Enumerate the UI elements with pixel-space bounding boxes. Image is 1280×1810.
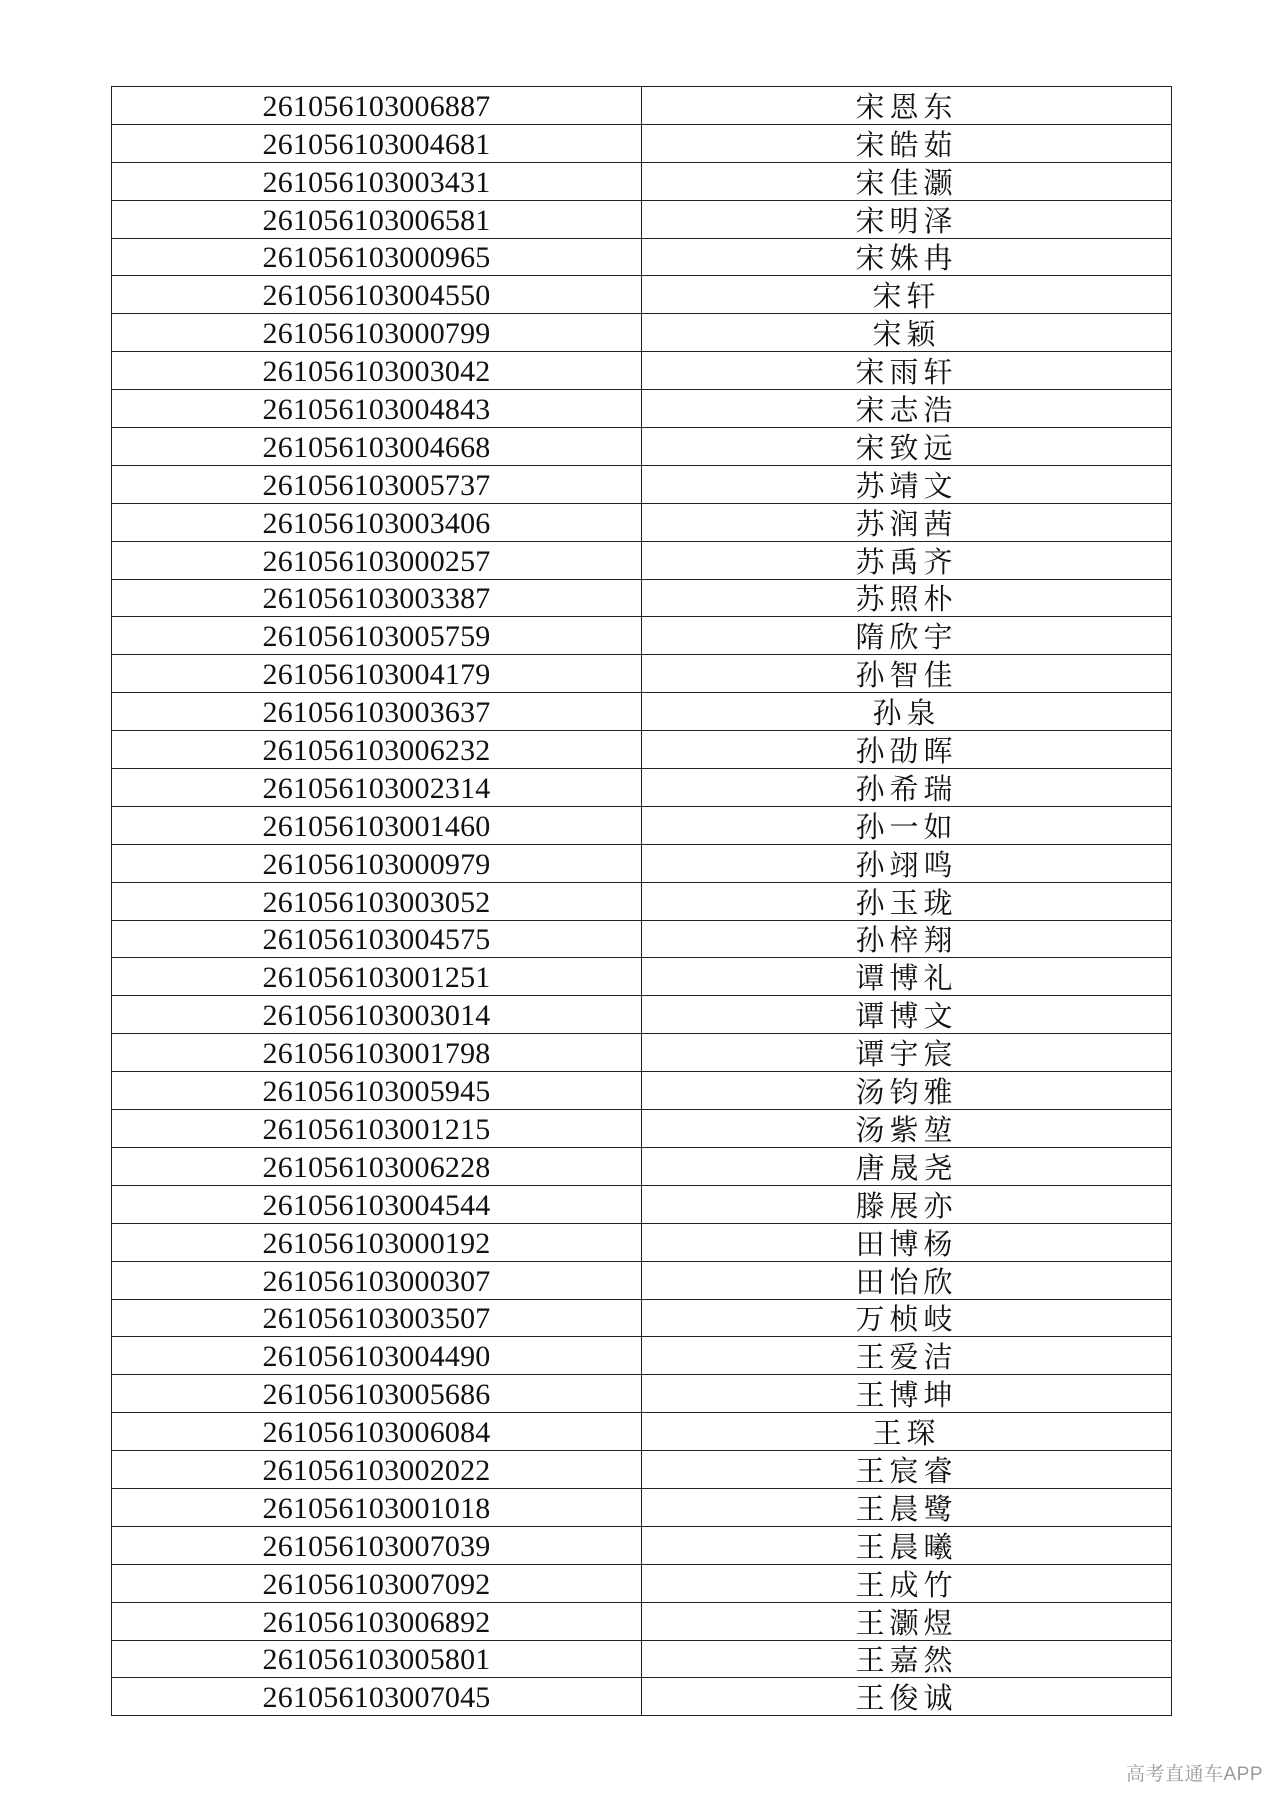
table-row (112, 200, 1172, 238)
table-row (112, 1223, 1172, 1261)
table-row (112, 1526, 1172, 1564)
candidate-name-cell: 王成竹 (642, 1564, 1172, 1602)
candidate-name-cell: 滕展亦 (642, 1185, 1172, 1223)
table-row (112, 465, 1172, 503)
candidate-name-cell: 宋轩 (642, 276, 1172, 314)
candidate-name-cell: 孙劭晖 (642, 731, 1172, 769)
candidate-id-cell: 261056103005801 (112, 1640, 642, 1678)
table-row (112, 1678, 1172, 1716)
candidate-name-cell: 汤紫堃 (642, 1110, 1172, 1148)
table-row (112, 731, 1172, 769)
candidate-name-cell: 王博坤 (642, 1375, 1172, 1413)
candidate-id-cell: 261056103001215 (112, 1110, 642, 1148)
candidate-name-cell: 王琛 (642, 1413, 1172, 1451)
candidate-name-cell: 宋皓茹 (642, 124, 1172, 162)
table-row (112, 1451, 1172, 1489)
candidate-id-cell: 261056103001798 (112, 1034, 642, 1072)
table-row (112, 352, 1172, 390)
candidate-id-cell: 261056103004490 (112, 1337, 642, 1375)
table-row (112, 1299, 1172, 1337)
candidate-id-cell: 261056103001460 (112, 806, 642, 844)
candidate-id-cell: 261056103003042 (112, 352, 642, 390)
candidate-id-cell: 261056103006581 (112, 200, 642, 238)
candidate-name-cell: 孙希瑞 (642, 769, 1172, 807)
candidate-id-cell: 261056103003052 (112, 882, 642, 920)
candidate-name-cell: 田怡欣 (642, 1261, 1172, 1299)
candidate-id-cell: 261056103004681 (112, 124, 642, 162)
table-row (112, 1034, 1172, 1072)
candidate-name-cell: 谭博文 (642, 996, 1172, 1034)
table-row (112, 314, 1172, 352)
candidate-id-cell: 261056103007045 (112, 1678, 642, 1716)
candidate-id-cell: 261056103006892 (112, 1602, 642, 1640)
table-row (112, 1072, 1172, 1110)
candidate-name-cell: 宋雨轩 (642, 352, 1172, 390)
table-row (112, 87, 1172, 125)
table-row (112, 1375, 1172, 1413)
candidate-table (111, 86, 1172, 1716)
candidate-id-cell: 261056103004843 (112, 390, 642, 428)
candidate-id-cell: 261056103005737 (112, 465, 642, 503)
table-row (112, 276, 1172, 314)
candidate-id-cell: 261056103001251 (112, 958, 642, 996)
candidate-id-cell: 261056103000192 (112, 1223, 642, 1261)
candidate-name-cell: 宋致远 (642, 428, 1172, 466)
candidate-id-cell: 261056103000257 (112, 541, 642, 579)
candidate-name-cell: 宋明泽 (642, 200, 1172, 238)
candidate-name-cell: 宋志浩 (642, 390, 1172, 428)
candidate-table-body (112, 87, 1172, 1716)
table-row (112, 579, 1172, 617)
candidate-id-cell: 261056103003387 (112, 579, 642, 617)
candidate-id-cell: 261056103003014 (112, 996, 642, 1034)
table-row (112, 958, 1172, 996)
candidate-id-cell: 261056103003637 (112, 693, 642, 731)
candidate-name-cell: 王晨鹭 (642, 1488, 1172, 1526)
table-row (112, 1185, 1172, 1223)
candidate-name-cell: 孙翊鸣 (642, 844, 1172, 882)
candidate-name-cell: 王俊诚 (642, 1678, 1172, 1716)
candidate-name-cell: 孙泉 (642, 693, 1172, 731)
candidate-name-cell: 王晨曦 (642, 1526, 1172, 1564)
candidate-name-cell: 苏润茜 (642, 503, 1172, 541)
candidate-name-cell: 田博杨 (642, 1223, 1172, 1261)
candidate-id-cell: 261056103003507 (112, 1299, 642, 1337)
table-row (112, 1147, 1172, 1185)
table-row (112, 655, 1172, 693)
table-row (112, 1564, 1172, 1602)
table-row (112, 238, 1172, 276)
candidate-id-cell: 261056103006228 (112, 1147, 642, 1185)
candidate-name-cell: 孙一如 (642, 806, 1172, 844)
candidate-id-cell: 261056103004668 (112, 428, 642, 466)
candidate-name-cell: 唐晟尧 (642, 1147, 1172, 1185)
table-row (112, 1413, 1172, 1451)
candidate-name-cell: 王嘉然 (642, 1640, 1172, 1678)
candidate-name-cell: 宋恩东 (642, 87, 1172, 125)
candidate-name-cell: 万桢岐 (642, 1299, 1172, 1337)
table-row (112, 844, 1172, 882)
candidate-name-cell: 宋姝冉 (642, 238, 1172, 276)
candidate-id-cell: 261056103000799 (112, 314, 642, 352)
candidate-id-cell: 261056103003431 (112, 162, 642, 200)
table-row (112, 617, 1172, 655)
candidate-name-cell: 苏靖文 (642, 465, 1172, 503)
candidate-id-cell: 261056103005945 (112, 1072, 642, 1110)
candidate-id-cell: 261056103004544 (112, 1185, 642, 1223)
candidate-name-cell: 王爱洁 (642, 1337, 1172, 1375)
candidate-name-cell: 宋佳灏 (642, 162, 1172, 200)
candidate-id-cell: 261056103002314 (112, 769, 642, 807)
table-row (112, 882, 1172, 920)
table-row (112, 1488, 1172, 1526)
table-row (112, 806, 1172, 844)
candidate-id-cell: 261056103000979 (112, 844, 642, 882)
candidate-name-cell: 王宸睿 (642, 1451, 1172, 1489)
candidate-id-cell: 261056103006084 (112, 1413, 642, 1451)
table-row (112, 996, 1172, 1034)
candidate-id-cell: 261056103006232 (112, 731, 642, 769)
table-row (112, 1337, 1172, 1375)
candidate-id-cell: 261056103004179 (112, 655, 642, 693)
candidate-name-cell: 苏禹齐 (642, 541, 1172, 579)
table-row (112, 769, 1172, 807)
table-row (112, 541, 1172, 579)
candidate-name-cell: 苏照朴 (642, 579, 1172, 617)
candidate-id-cell: 261056103007092 (112, 1564, 642, 1602)
candidate-id-cell: 261056103005759 (112, 617, 642, 655)
candidate-id-cell: 261056103000307 (112, 1261, 642, 1299)
candidate-id-cell: 261056103003406 (112, 503, 642, 541)
table-row (112, 1640, 1172, 1678)
table-row (112, 124, 1172, 162)
candidate-name-cell: 谭宇宸 (642, 1034, 1172, 1072)
candidate-name-cell: 隋欣宇 (642, 617, 1172, 655)
table-row (112, 1261, 1172, 1299)
table-row (112, 503, 1172, 541)
candidate-id-cell: 261056103004575 (112, 920, 642, 958)
table-row (112, 693, 1172, 731)
table-row (112, 920, 1172, 958)
candidate-id-cell: 261056103004550 (112, 276, 642, 314)
candidate-name-cell: 宋颖 (642, 314, 1172, 352)
candidate-id-cell: 261056103006887 (112, 87, 642, 125)
candidate-id-cell: 261056103002022 (112, 1451, 642, 1489)
candidate-id-cell: 261056103005686 (112, 1375, 642, 1413)
candidate-name-cell: 孙玉珑 (642, 882, 1172, 920)
candidate-name-cell: 汤钧雅 (642, 1072, 1172, 1110)
table-row (112, 162, 1172, 200)
candidate-name-cell: 谭博礼 (642, 958, 1172, 996)
candidate-id-cell: 261056103001018 (112, 1488, 642, 1526)
table-row (112, 428, 1172, 466)
watermark-text: 高考直通车APP (1125, 1764, 1263, 1785)
candidate-name-cell: 孙智佳 (642, 655, 1172, 693)
table-row (112, 1602, 1172, 1640)
candidate-name-cell: 王灏煜 (642, 1602, 1172, 1640)
table-row (112, 1110, 1172, 1148)
table-row (112, 390, 1172, 428)
candidate-id-cell: 261056103000965 (112, 238, 642, 276)
candidate-name-cell: 孙梓翔 (642, 920, 1172, 958)
candidate-id-cell: 261056103007039 (112, 1526, 642, 1564)
